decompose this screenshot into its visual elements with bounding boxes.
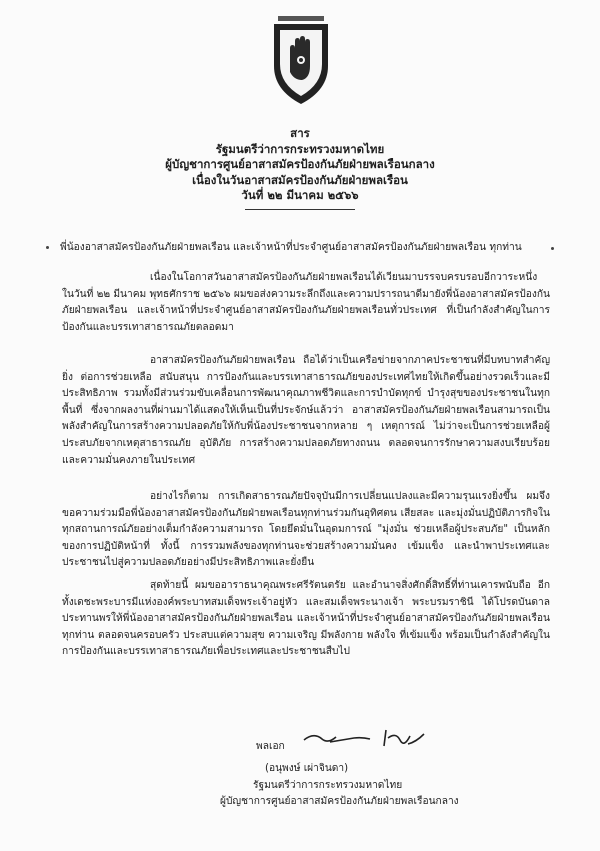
header-line-minister: รัฐมนตรีว่าการกระทรวงมหาดไทย	[215, 141, 385, 156]
signatory-position: รัฐมนตรีว่าการกระทรวงมหาดไทย	[253, 779, 403, 791]
signatory-name: (อนุพงษ์ เผ่าจินดา)	[265, 763, 349, 774]
paragraph-text: อาสาสมัครป้องกันภัยฝ่ายพลเรือน ถือได้ว่าเป็นเครือข่ายจากภาคประชาชนที่มีบทบาทสำคัญยิ่ง ต่อการช่วยเหลือ สนับสนุน การป้องกันและบรรเทาสาธารณภัยของประเทศไทยให้เกิดขึ้นอย่างรวดเร็วและมีประสิทธิภาพ รวมทั้งมีส่วนร่วมขับเคลื่อนการพัฒนาคุณภาพชีวิตและการบำบัดทุกข์ บำรุงสุขของประชาชนในทุกพื้นที่ ซึ่งจากผลงานที่ผ่านมาได้แสดงให้เห็นเป็นที่ประจักษ์แล้วว่า อาสาสมัครป้องกันภัยฝ่ายพลเรือนสามารถเป็นพลังสำคัญในการสร้างความปลอดภัยให้กับพี่น้องประชาชนจากหลาย ๆ เหตุการณ์ ไม่ว่าจะเป็นการช่วยเหลือผู้ประสบภัยจากเหตุสาธารณภัย อุบัติภัย การสร้างความปลอดภัยทางถนน ตลอดจนการรักษาความสงบเรียบร้อยและความมั่นคงภายในประเทศ	[62, 355, 550, 466]
paragraph-text: เนื่องในโอกาสวันอาสาสมัครป้องกันภัยฝ่ายพลเรือนได้เวียนมาบรรจบครบรอบอีกวาระหนึ่ง ในวันที่ ๒๒ มีนาคม พุทธศักราช ๒๕๖๖ ผมขอส่งความระลึกถึงและความปรารถนาดีมายังพี่น้องอาสาสมัครป้องกันภัยฝ่ายพลเรือน และเจ้าหน้าที่ประจำศูนย์อาสาสมัครป้องกันภัยฝ่ายพลเรือนทั่วประเทศ ที่เป็นกำลังสำคัญในการป้องกันและบรรเทาสาธารณภัยตลอดมา	[62, 272, 550, 333]
scan-mark	[46, 246, 49, 249]
handwritten-signature	[300, 726, 430, 752]
civil-defense-emblem-icon	[266, 14, 336, 108]
letter-header	[150, 126, 450, 210]
paragraph-text: สุดท้ายนี้ ผมขออาราธนาคุณพระศรีรัตนตรัย และอำนาจสิ่งศักดิ์สิทธิ์ที่ท่านเคารพนับถือ อีกทั้งเดชะพระบารมีแห่งองค์พระบาทสมเด็จพระเจ้าอยู่หัว และสมเด็จพระนางเจ้า พระบรมราชินี ได้โปรดบันดาลประทานพรให้พี่น้องอาสาสมัครป้องกันภัยฝ่ายพลเรือน และเจ้าหน้าที่ประจำศูนย์อาสาสมัครป้องกันภัยฝ่ายพลเรือนทุกท่าน ตลอดจนครอบครัว ประสบแต่ความสุข ความเจริญ มีพลังกาย พลังใจ ที่เข้มแข็ง พร้อมเป็นกำลังสำคัญในการป้องกันและบรรเทาสาธารณภัยเพื่อประเทศและประชาชนสืบไป	[62, 580, 550, 658]
signatory-rank: พลเอก	[256, 741, 285, 752]
salutation: พี่น้องอาสาสมัครป้องกันภัยฝ่ายพลเรือน และเจ้าหน้าที่ประจำศูนย์อาสาสมัครป้องกันภัยฝ่ายพลเรือน ทุกท่าน	[60, 242, 522, 253]
body-paragraph	[62, 270, 550, 336]
body-paragraph	[62, 578, 550, 661]
body-paragraph	[62, 489, 550, 572]
scan-mark	[551, 247, 554, 250]
header-date: วันที่ ๒๒ มีนาคม ๒๕๖๖	[241, 188, 359, 202]
header-line-occasion: เนื่องในวันอาสาสมัครป้องกันภัยฝ่ายพลเรือน	[192, 172, 408, 187]
signature-block	[220, 761, 500, 811]
letter-title: สาร	[290, 126, 310, 140]
paragraph-text: อย่างไรก็ตาม การเกิดสาธารณภัยปัจจุบันมีการเปลี่ยนแปลงและมีความรุนแรงยิ่งขึ้น ผมจึงขอความร่วมมือพี่น้องอาสาสมัครป้องกันภัยฝ่ายพลเรือนทุกท่านร่วมกันอุทิศตน เสียสละ และมุ่งมั่นปฏิบัติภารกิจในทุกสถานการณ์ภัยอย่างเต็มกำลังความสามารถ โดยยึดมั่นในอุดมการณ์ "มุ่งมั่น ช่วยเหลือผู้ประสบภัย" เป็นหลักของการปฏิบัติหน้าที่ ทั้งนี้ การรวมพลังของทุกท่านจะช่วยสร้างความมั่นคง เข้มแข็ง และนำพาประเทศและประชาชนไปสู่ความปลอดภัยอย่างมีประสิทธิภาพและยั่งยืน	[62, 491, 550, 569]
header-divider	[245, 209, 355, 210]
body-paragraph	[62, 353, 550, 469]
header-line-commander: ผู้บัญชาการศูนย์อาสาสมัครป้องกันภัยฝ่ายพลเรือนกลาง	[165, 157, 435, 171]
signatory-position: ผู้บัญชาการศูนย์อาสาสมัครป้องกันภัยฝ่ายพลเรือนกลาง	[220, 796, 459, 808]
